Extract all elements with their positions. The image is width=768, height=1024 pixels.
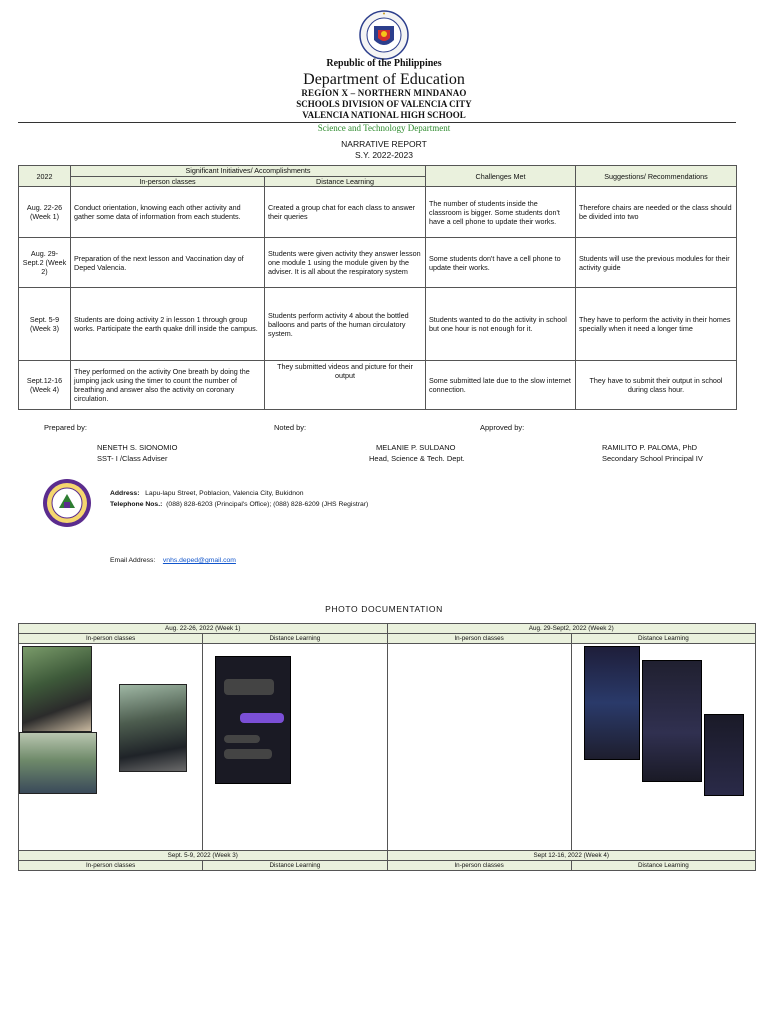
telephone-label: Telephone Nos.: <box>110 501 163 508</box>
department-name: Science and Technology Department <box>317 123 451 133</box>
classroom-photo <box>19 732 97 794</box>
row-challenges: Some students don't have a cell phone to update their works. <box>426 238 576 288</box>
week1-inperson-photos <box>19 644 203 851</box>
row-inperson: They performed on the activity One breath by doing the jumping jack using the timer to count the number of breathing and answer also the activity on coronary circulation. <box>71 361 265 410</box>
table-row <box>19 187 737 238</box>
deped-seal-logo <box>359 10 409 60</box>
inperson-subheader: In-person classes <box>387 861 571 871</box>
week1-header: Aug. 22-26, 2022 (Week 1) <box>19 624 388 634</box>
photo-documentation-title: PHOTO DOCUMENTATION <box>325 604 443 614</box>
address-label: Address: <box>110 490 140 497</box>
week2-inperson-photos <box>387 644 571 851</box>
year-header: 2022 <box>19 166 71 187</box>
republic-text: Republic of the Philippines <box>326 58 442 69</box>
region-text: REGION X – NORTHERN MINDANAO <box>301 88 467 98</box>
initiatives-header: Significant Initiatives/ Accomplishments <box>71 166 426 177</box>
row-distance: They submitted videos and picture for their output <box>265 361 426 410</box>
prepared-by-title: SST- I /Class Adviser <box>97 454 168 463</box>
distance-subheader: Distance Learning <box>203 634 387 644</box>
row-challenges: Students wanted to do the activity in school but one hour is not enough for it. <box>426 288 576 361</box>
row-inperson: Preparation of the next lesson and Vaccination day of Deped Valencia. <box>71 238 265 288</box>
telephone-value: (088) 828-6203 (Principal's Office); (088) 828-6209 (JHS Registrar) <box>166 501 369 508</box>
chat-screenshot <box>215 656 291 784</box>
table-row <box>19 238 737 288</box>
email-label: Email Address: <box>110 557 156 564</box>
school-year: S.Y. 2022-2023 <box>355 150 413 160</box>
week1-distance-photos <box>203 644 387 851</box>
inperson-subheader: In-person classes <box>19 861 203 871</box>
week4-header: Sept 12-16, 2022 (Week 4) <box>387 851 756 861</box>
approved-by-title: Secondary School Principal IV <box>602 454 703 463</box>
email-block <box>110 557 236 564</box>
noted-by-label: Noted by: <box>274 423 307 432</box>
table-row <box>19 288 737 361</box>
division-text: SCHOOLS DIVISION OF VALENCIA CITY <box>296 99 472 109</box>
row-inperson: Conduct orientation, knowing each other activity and gather some data of information from each students. <box>71 187 265 238</box>
row-challenges: Some submitted late due to the slow internet connection. <box>426 361 576 410</box>
classroom-photo <box>22 646 92 732</box>
inperson-header: In-person classes <box>71 177 265 187</box>
chat-screenshot <box>704 714 744 796</box>
school-name: VALENCIA NATIONAL HIGH SCHOOL <box>302 110 466 120</box>
row-inperson: Students are doing activity 2 in lesson 1 through group works. Participate the earth quake drill inside the campus. <box>71 288 265 361</box>
week3-header: Sept. 5-9, 2022 (Week 3) <box>19 851 388 861</box>
row-distance: Created a group chat for each class to answer their queries <box>265 187 426 238</box>
row-suggestions: They have to submit their output in school during class hour. <box>576 361 737 410</box>
week2-header: Aug. 29-Sept2, 2022 (Week 2) <box>387 624 756 634</box>
distance-subheader: Distance Learning <box>203 861 387 871</box>
row-date: Sept. 5-9 (Week 3) <box>19 288 71 361</box>
row-suggestions: Students will use the previous modules for their activity guide <box>576 238 737 288</box>
address-value: Lapu-lapu Street, Poblacion, Valencia City, Bukidnon <box>145 490 304 497</box>
noted-by-title: Head, Science & Tech. Dept. <box>369 454 465 463</box>
row-date: Aug. 29-Sept.2 (Week 2) <box>19 238 71 288</box>
inperson-subheader: In-person classes <box>387 634 571 644</box>
week2-distance-photos <box>571 644 755 851</box>
approved-by-label: Approved by: <box>480 423 525 432</box>
row-suggestions: They have to perform the activity in their homes specially when it need a longer time <box>576 288 737 361</box>
distance-header: Distance Learning <box>265 177 426 187</box>
distance-subheader: Distance Learning <box>571 861 755 871</box>
chat-screenshot <box>584 646 640 760</box>
contact-block <box>110 488 368 510</box>
prepared-by-label: Prepared by: <box>44 423 87 432</box>
narrative-table <box>18 165 737 410</box>
school-seal-logo <box>42 478 92 528</box>
email-link[interactable]: vnhs.deped@gmail.com <box>162 557 236 564</box>
row-distance: Students were given activity they answer lesson one module 1 using the module given by the adviser. It is all about the respiratory system <box>265 238 426 288</box>
row-challenges: The number of students inside the classroom is bigger. Some students don't have a cell phone to update their works. <box>426 187 576 238</box>
prepared-by-name: NENETH S. SIONOMIO <box>97 443 178 452</box>
suggestions-header: Suggestions/ Recommendations <box>576 166 737 187</box>
challenges-header: Challenges Met <box>426 166 576 187</box>
noted-by-name: MELANIE P. SULDANO <box>376 443 456 452</box>
row-suggestions: Therefore chairs are needed or the class should be divided into two <box>576 187 737 238</box>
report-title: NARRATIVE REPORT <box>341 139 427 149</box>
row-date: Aug. 22-26 (Week 1) <box>19 187 71 238</box>
row-date: Sept.12-16 (Week 4) <box>19 361 71 410</box>
department-title: Department of Education <box>303 71 465 88</box>
inperson-subheader: In-person classes <box>19 634 203 644</box>
approved-by-name: RAMILITO P. PALOMA, PhD <box>602 443 698 452</box>
row-distance: Students perform activity 4 about the bottled balloons and parts of the human circulatory system. <box>265 288 426 361</box>
photo-documentation-table <box>18 623 756 871</box>
classroom-photo <box>119 684 187 772</box>
distance-subheader: Distance Learning <box>571 634 755 644</box>
table-row <box>19 361 737 410</box>
chat-screenshot <box>642 660 702 782</box>
